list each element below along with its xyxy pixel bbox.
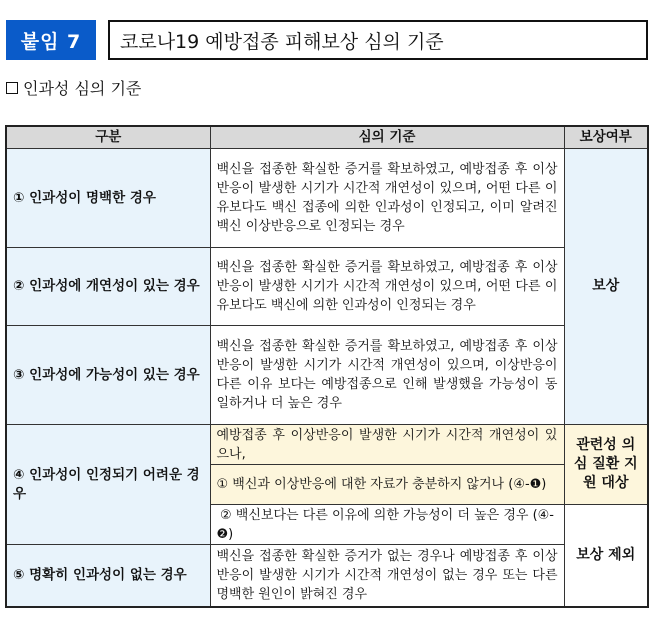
row-criteria: 백신을 접종한 확실한 증거가 없는 경우나 예방접종 후 이상반응이 발생한 시기가 시간적 개연성이 없는 경우 또는 다른 명백한 원인이 밝혀진 경우 xyxy=(210,545,564,607)
attachment-badge: 붙임 7 xyxy=(6,20,96,60)
row-criteria-a: 예방접종 후 이상반응이 발생한 시기가 시간적 개연성이 있으나, xyxy=(210,425,564,465)
row-criteria: 백신을 접종한 확실한 증거를 확보하였고, 예방접종 후 이상반응이 발생한 시기가 시간적 개연성이 있으며, 어떤 다른 이유보다도 백신에 의한 인과성이 인정되는 경우 xyxy=(210,248,564,326)
section-heading xyxy=(6,76,141,99)
row-criteria: 백신을 접종한 확실한 증거를 확보하였고, 예방접종 후 이상반응이 발생한 시기가 시간적 개연성이 있으며, 이상반응이 다른 이유 보다는 예방접종으로 인해 발생했을 가능성이 동일하거나 더 높은 경우 xyxy=(210,326,564,425)
header-category: 구분 xyxy=(6,126,210,149)
row-criteria: 백신을 접종한 확실한 증거를 확보하였고, 예방접종 후 이상반응이 발생한 시기가 시간적 개연성이 있으며, 어떤 다른 이유보다도 백신 접종에 의한 인과성이 인정되고, 이미 알려진 백신 이상반응으로 인정되는 경우 xyxy=(210,149,564,248)
row-category: ② 인과성에 개연성이 있는 경우 xyxy=(6,248,210,326)
document-header xyxy=(6,20,646,60)
table-row xyxy=(6,248,648,326)
table-header-row xyxy=(6,126,648,149)
outcome-support: 관련성 의심 질환 지원 대상 xyxy=(564,425,648,505)
row-category: ③ 인과성에 가능성이 있는 경우 xyxy=(6,326,210,425)
checkbox-square-icon xyxy=(6,82,18,94)
row-criteria-b: ① 백신과 이상반응에 대한 자료가 충분하지 않거나 (④-❶) xyxy=(210,465,564,505)
row-criteria-c: ② 백신보다는 다른 이유에 의한 가능성이 더 높은 경우 (④-❷) xyxy=(210,505,564,545)
table-row xyxy=(6,149,648,248)
table-row xyxy=(6,326,648,425)
outcome-exclusion: 보상 제외 xyxy=(564,505,648,607)
document-title: 코로나19 예방접종 피해보상 심의 기준 xyxy=(108,20,648,60)
row-category: ① 인과성이 명백한 경우 xyxy=(6,149,210,248)
section-title: 인과성 심의 기준 xyxy=(23,79,142,98)
table-row xyxy=(6,545,648,607)
row-category: ⑤ 명확히 인과성이 없는 경우 xyxy=(6,545,210,607)
header-outcome: 보상여부 xyxy=(564,126,648,149)
criteria-table xyxy=(5,125,649,608)
table-row xyxy=(6,425,648,465)
header-criteria: 심의 기준 xyxy=(210,126,564,149)
outcome-compensation: 보상 xyxy=(564,149,648,425)
row-category: ④ 인과성이 인정되기 어려운 경우 xyxy=(6,425,210,545)
